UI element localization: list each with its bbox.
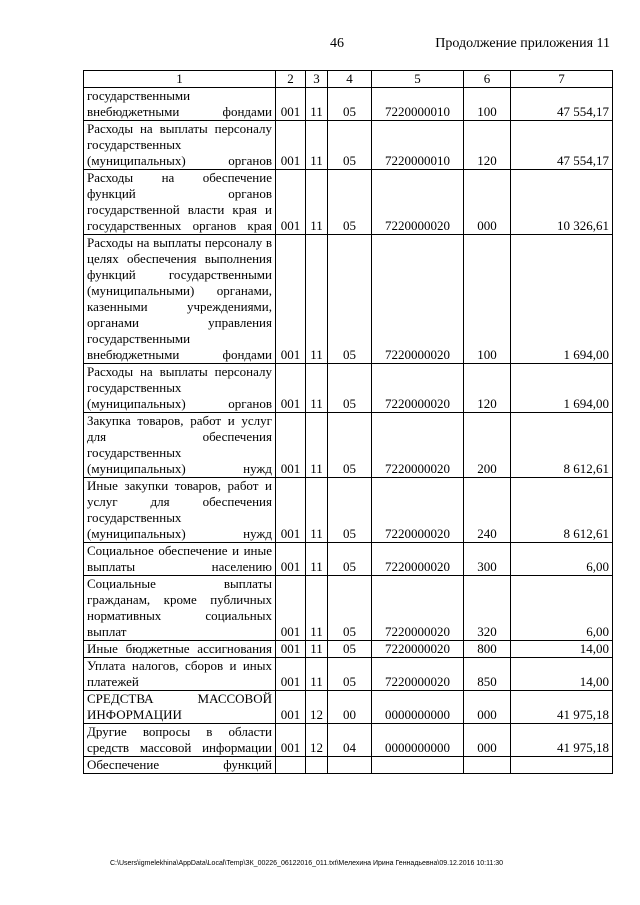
code-cell: 04 [328, 724, 372, 757]
amount-cell: 47 554,17 [511, 88, 613, 121]
code-cell: 11 [306, 170, 328, 235]
table-row [84, 576, 613, 641]
table-row [84, 543, 613, 576]
code-cell: 11 [306, 576, 328, 641]
table-row [84, 170, 613, 235]
column-header: 6 [464, 71, 511, 88]
code-cell: 12 [306, 724, 328, 757]
row-name-cell: Расходы на выплаты персоналу государственных (муниципальных) органов [84, 121, 276, 170]
column-header: 4 [328, 71, 372, 88]
row-name-cell: Закупка товаров, работ и услуг для обеспечения государственных (муниципальных) нужд [84, 413, 276, 478]
code-cell: 001 [276, 576, 306, 641]
column-header: 1 [84, 71, 276, 88]
code-cell: 0000000000 [372, 691, 464, 724]
column-header: 3 [306, 71, 328, 88]
code-cell: 0000000000 [372, 724, 464, 757]
code-cell: 05 [328, 413, 372, 478]
continuation-title: Продолжение приложения 11 [435, 36, 610, 51]
code-cell: 7220000020 [372, 658, 464, 691]
code-cell: 7220000020 [372, 543, 464, 576]
code-cell: 11 [306, 121, 328, 170]
code-cell [328, 757, 372, 774]
code-cell: 001 [276, 235, 306, 364]
code-cell: 001 [276, 413, 306, 478]
row-name-cell: Иные бюджетные ассигнования [84, 641, 276, 658]
code-cell: 05 [328, 543, 372, 576]
amount-cell: 14,00 [511, 641, 613, 658]
code-cell: 7220000020 [372, 576, 464, 641]
column-header: 2 [276, 71, 306, 88]
amount-cell: 6,00 [511, 576, 613, 641]
amount-cell: 10 326,61 [511, 170, 613, 235]
code-cell [306, 757, 328, 774]
code-cell: 11 [306, 641, 328, 658]
code-cell: 240 [464, 478, 511, 543]
code-cell: 05 [328, 88, 372, 121]
table-row [84, 364, 613, 413]
code-cell: 120 [464, 364, 511, 413]
amount-cell: 6,00 [511, 543, 613, 576]
table-row [84, 121, 613, 170]
code-cell: 001 [276, 543, 306, 576]
code-cell: 05 [328, 641, 372, 658]
code-cell: 7220000020 [372, 478, 464, 543]
code-cell: 001 [276, 364, 306, 413]
code-cell: 05 [328, 121, 372, 170]
code-cell: 7220000010 [372, 88, 464, 121]
code-cell: 000 [464, 170, 511, 235]
code-cell: 001 [276, 478, 306, 543]
code-cell: 05 [328, 658, 372, 691]
table-row [84, 724, 613, 757]
code-cell: 000 [464, 691, 511, 724]
code-cell: 11 [306, 364, 328, 413]
code-cell: 11 [306, 235, 328, 364]
page-number: 46 [330, 36, 344, 51]
code-cell: 100 [464, 235, 511, 364]
table-row [84, 658, 613, 691]
code-cell: 001 [276, 691, 306, 724]
code-cell: 800 [464, 641, 511, 658]
amount-cell: 41 975,18 [511, 691, 613, 724]
row-name-cell: Иные закупки товаров, работ и услуг для обеспечения государственных (муниципальных) нужд [84, 478, 276, 543]
budget-table [83, 70, 613, 774]
amount-cell: 8 612,61 [511, 413, 613, 478]
table-row [84, 478, 613, 543]
row-name-cell: Расходы на выплаты персоналу в целях обеспечения выполнения функций государственными (муниципальными) органами, казенными учреждениями, органами управления государственными внебюджетными фондами [84, 235, 276, 364]
table-row [84, 413, 613, 478]
code-cell: 11 [306, 658, 328, 691]
code-cell: 7220000020 [372, 413, 464, 478]
code-cell: 7220000020 [372, 235, 464, 364]
row-name-cell: Другие вопросы в области средств массовой информации [84, 724, 276, 757]
code-cell: 7220000020 [372, 364, 464, 413]
code-cell: 05 [328, 170, 372, 235]
amount-cell: 8 612,61 [511, 478, 613, 543]
row-name-cell: Уплата налогов, сборов и иных платежей [84, 658, 276, 691]
row-name-cell: Обеспечение функций [84, 757, 276, 774]
row-name-cell: государственными внебюджетными фондами [84, 88, 276, 121]
code-cell: 300 [464, 543, 511, 576]
code-cell: 12 [306, 691, 328, 724]
amount-cell: 14,00 [511, 658, 613, 691]
code-cell: 05 [328, 478, 372, 543]
column-header: 7 [511, 71, 613, 88]
code-cell: 000 [464, 724, 511, 757]
row-name-cell: Расходы на обеспечение функций органов государственной власти края и государственных органов края [84, 170, 276, 235]
table-row [84, 88, 613, 121]
code-cell: 120 [464, 121, 511, 170]
amount-cell: 41 975,18 [511, 724, 613, 757]
table-row [84, 757, 613, 774]
code-cell: 001 [276, 724, 306, 757]
row-name-cell: СРЕДСТВА МАССОВОЙ ИНФОРМАЦИИ [84, 691, 276, 724]
amount-cell [511, 757, 613, 774]
code-cell: 05 [328, 576, 372, 641]
code-cell: 100 [464, 88, 511, 121]
code-cell: 7220000010 [372, 121, 464, 170]
table-row [84, 641, 613, 658]
row-name-cell: Социальное обеспечение и иные выплаты населению [84, 543, 276, 576]
code-cell: 11 [306, 478, 328, 543]
column-header: 5 [372, 71, 464, 88]
code-cell: 7220000020 [372, 641, 464, 658]
code-cell: 001 [276, 121, 306, 170]
table-row [84, 235, 613, 364]
table-row [84, 691, 613, 724]
code-cell: 001 [276, 641, 306, 658]
code-cell: 7220000020 [372, 170, 464, 235]
code-cell: 850 [464, 658, 511, 691]
code-cell: 001 [276, 170, 306, 235]
code-cell: 11 [306, 543, 328, 576]
code-cell: 00 [328, 691, 372, 724]
code-cell [464, 757, 511, 774]
amount-cell: 47 554,17 [511, 121, 613, 170]
code-cell: 001 [276, 88, 306, 121]
code-cell [372, 757, 464, 774]
code-cell: 320 [464, 576, 511, 641]
amount-cell: 1 694,00 [511, 364, 613, 413]
code-cell: 05 [328, 364, 372, 413]
code-cell: 200 [464, 413, 511, 478]
code-cell: 001 [276, 658, 306, 691]
amount-cell: 1 694,00 [511, 235, 613, 364]
code-cell [276, 757, 306, 774]
row-name-cell: Социальные выплаты гражданам, кроме публичных нормативных социальных выплат [84, 576, 276, 641]
code-cell: 11 [306, 413, 328, 478]
row-name-cell: Расходы на выплаты персоналу государственных (муниципальных) органов [84, 364, 276, 413]
table-header-row [84, 71, 613, 88]
file-path-footer: C:\Users\igmelekhina\AppData\Local\Temp\ЗК_00226_06122016_011.txt\Мелехина Ирина Геннадьевна\09.12.2016 10:11:30 [110, 860, 504, 867]
code-cell: 05 [328, 235, 372, 364]
code-cell: 11 [306, 88, 328, 121]
